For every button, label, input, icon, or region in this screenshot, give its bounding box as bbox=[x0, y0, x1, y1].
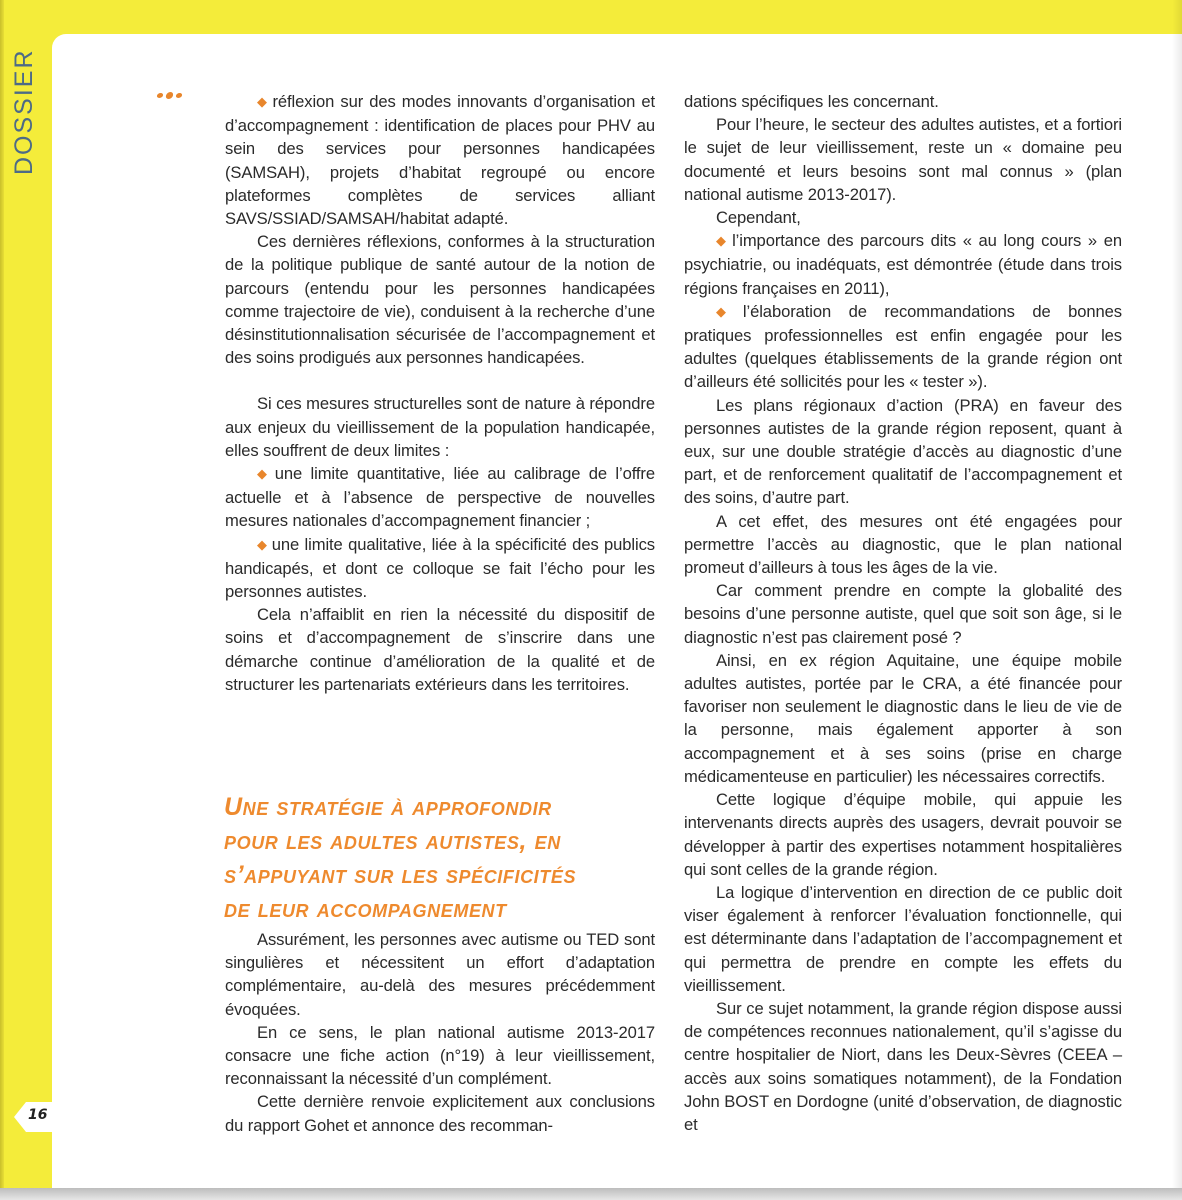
paragraph bbox=[225, 1090, 655, 1136]
paragraph-text: Sur ce sujet notamment, la grande région dispose aussi de compétences reconnues nationalement, qu’il s’agisse du centre hospitalier de Niort, dans les Deux-Sèvres (CEEA – accès aux soins somatiques notamment), de la Fondation John BOST en Dordogne (unité d’observation, de diagnostic et bbox=[684, 998, 1122, 1134]
paragraph-text: Si ces mesures structurelles sont de nature à répondre aux enjeux du vieillissement de la population handicapée, elles souffrent de deux limites : bbox=[225, 394, 655, 460]
paragraph bbox=[684, 579, 1122, 649]
section-heading bbox=[224, 790, 664, 926]
paragraph bbox=[684, 300, 1122, 394]
heading-line: Une stratégie à approfondir bbox=[224, 793, 552, 821]
paragraph bbox=[684, 229, 1122, 300]
paragraph-text: En ce sens, le plan national autisme 2013-2017 consacre une fiche action (n°19) à leur vieillissement, reconnaissant la nécessité d’un complément. bbox=[225, 1022, 655, 1089]
paragraph-text: Cependant, bbox=[716, 208, 801, 228]
paragraph-text: Ainsi, en ex région Aquitaine, une équipe mobile adultes autistes, portée par le CRA, a été financée pour favoriser non seulement le diagnostic dans le lieu de vie de la personne, mais également apporter à son accompagnement et à ses soins (prise en charge médicamenteuse en particulier) les nécessaires correctifs. bbox=[684, 650, 1122, 786]
page-number: 16 bbox=[28, 1107, 48, 1123]
paragraph-text: Cette logique d’équipe mobile, qui appuie les intervenants directs auprès des usagers, devrait pouvoir se développer à partir des expertises notamment hospitalières qui sont celles de la grande région. bbox=[684, 790, 1122, 879]
paragraph bbox=[225, 462, 655, 533]
paragraph-text: Les plans régionaux d’action (PRA) en faveur des personnes autistes de la grande région reposent, quant à eux, sur une double stratégie d’accès au diagnostic d’une part, et de renforcement qualitatif de l’accompagnement et des soins, d’autre part. bbox=[684, 395, 1122, 508]
left-column-bottom bbox=[225, 928, 655, 1137]
continuation-dots-icon bbox=[157, 92, 182, 99]
paragraph bbox=[684, 510, 1122, 580]
paragraph-text: Cela n’affaiblit en rien la nécessité du dispositif de soins et d’accompagnement de s’inscrire dans une démarche continue d’amélioration de la qualité et de structurer les partenariats extérieurs dans les territoires. bbox=[225, 605, 655, 694]
page-edge-shadow bbox=[1172, 0, 1182, 1200]
paragraph bbox=[225, 392, 655, 462]
left-column bbox=[225, 90, 655, 696]
heading-line: de leur accompagnement bbox=[224, 895, 507, 923]
heading-line: s’appuyant sur les spécificités bbox=[224, 861, 577, 889]
paragraph-text: Cette dernière renvoie explicitement aux conclusions du rapport Gohet et annonce des recomman- bbox=[225, 1092, 655, 1135]
paragraph-text: Ces dernières réflexions, conformes à la structuration de la politique publique de santé autour de la notion de parcours (entendu pour les personnes handicapées comme trajectoire de vie), conduisent à la recherche d’une désinstitutionnalisation sécurisée de l’accompagnement et des soins prodigués aux personnes handicapées. bbox=[225, 232, 655, 368]
paragraph bbox=[684, 997, 1122, 1136]
diamond-bullet-icon: ◆ bbox=[257, 536, 268, 552]
paragraph-text: réflexion sur des modes innovants d’organisation et d’accompagnement : identification de places pour PHV au sein des services pour personnes handicapées (SAMSAH), projets d’habitat regroupé ou encore plateformes complètes de services alliant SAVS/SSIAD/SAMSAH/habitat adapté. bbox=[225, 92, 656, 229]
paragraph bbox=[225, 1021, 655, 1091]
binding-edge bbox=[0, 0, 4, 1188]
paragraph-text: l’élaboration de recommandations de bonnes pratiques professionnelles est enfin engagée pour les adultes (quelques établissements de la grande région ont d’ailleurs été sollicités pour les « tester »). bbox=[684, 301, 1122, 392]
diamond-bullet-icon: ◆ bbox=[257, 94, 269, 109]
paragraph bbox=[684, 394, 1122, 510]
paragraph bbox=[684, 206, 1122, 229]
diamond-bullet-icon: ◆ bbox=[716, 233, 729, 249]
paragraph-text: l’importance des parcours dits « au long cours » en psychiatrie, ou inadéquats, est démontrée (étude dans trois régions françaises en 2011), bbox=[684, 231, 1122, 298]
paragraph-text: dations spécifiques les concernant. bbox=[684, 92, 939, 111]
paragraph-text: une limite qualitative, liée à la spécificité des publics handicapés, et dont ce colloque se fait l’écho pour les personnes autistes. bbox=[225, 534, 655, 602]
paragraph bbox=[684, 90, 1122, 113]
paragraph bbox=[225, 90, 655, 230]
paragraph bbox=[225, 230, 655, 369]
paragraph bbox=[684, 788, 1122, 881]
dot bbox=[175, 93, 182, 98]
paragraph-text: Pour l’heure, le secteur des adultes autistes, et a fortiori le sujet de leur vieillissement, reste un « domaine peu documenté et leurs besoins sont mal connus » (plan national autisme 2013-2017). bbox=[684, 115, 1122, 204]
paragraph bbox=[225, 603, 655, 696]
paragraph-text: Car comment prendre en compte la globalité des besoins d’une personne autiste, quel que soit son âge, si le diagnostic n’est pas clairement posé ? bbox=[684, 581, 1122, 647]
dot bbox=[165, 92, 174, 99]
paragraph bbox=[225, 533, 655, 604]
paragraph-text: une limite quantitative, liée au calibrage de l’offre actuelle et à l’absence de perspective de nouvelles mesures nationales d’accompagnement financier ; bbox=[225, 464, 655, 531]
heading-line: pour les adultes autistes, en bbox=[224, 827, 561, 855]
diamond-bullet-icon: ◆ bbox=[716, 303, 739, 319]
scan-bottom-edge bbox=[0, 1188, 1182, 1200]
paragraph-text: La logique d’intervention en direction de ce public doit viser également à renforcer l’évaluation fonctionnelle, qui est déterminante dans l’adaptation de l’accompagnement et qui permettra de prendre en compte les effets du vieillissement. bbox=[684, 882, 1122, 995]
dot bbox=[156, 93, 163, 98]
right-column bbox=[684, 90, 1122, 1136]
paragraph-text: Assurément, les personnes avec autisme ou TED sont singulières et nécessitent un effort d’adaptation complémentaire, au-delà des mesures précédemment évoquées. bbox=[225, 930, 655, 1019]
paragraph bbox=[684, 881, 1122, 997]
section-label: DOSSIER bbox=[10, 48, 38, 175]
paragraph-text: A cet effet, des mesures ont été engagées pour permettre l’accès au diagnostic, que le plan national promeut d’ailleurs à tous les âges de la vie. bbox=[684, 511, 1122, 578]
paragraph bbox=[684, 649, 1122, 788]
paragraph bbox=[225, 928, 655, 1021]
diamond-bullet-icon: ◆ bbox=[257, 466, 271, 482]
paragraph bbox=[684, 113, 1122, 206]
